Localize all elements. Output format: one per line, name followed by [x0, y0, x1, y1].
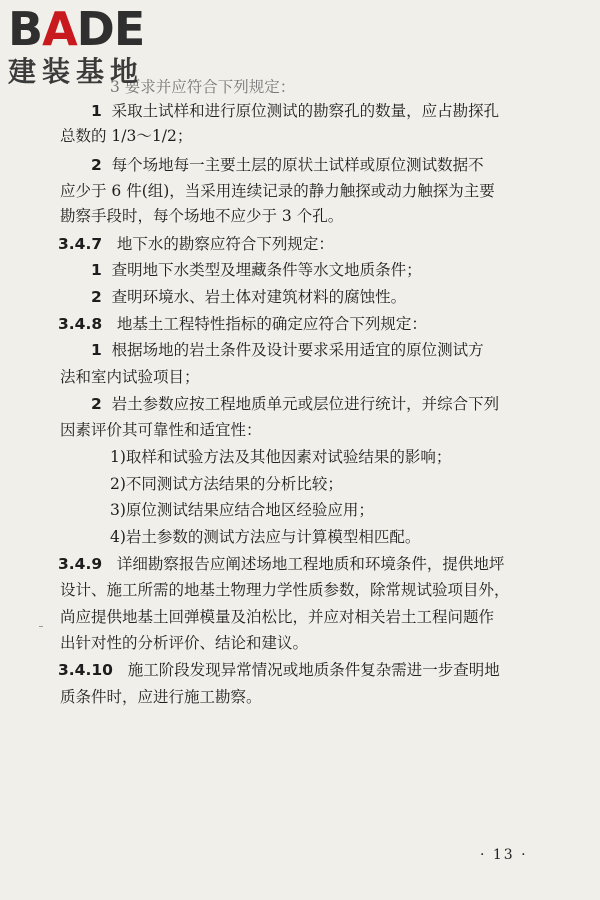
text-line: 法和室内试验项目；: [60, 368, 200, 386]
sub-list-item: 3)原位测试结果应结合地区经验应用；: [110, 501, 374, 519]
text-line: 出针对性的分析评价、结论和建议。: [60, 634, 309, 652]
text-line: 应少于 6 件(组)，当采用连续记录的静力触探或动力触探为主要: [60, 182, 495, 200]
sub-list-item: 1)取样和试验方法及其他因素对试验结果的影响；: [110, 448, 452, 466]
clause-text: 地基土工程特性指标的确定应符合下列规定：: [116, 315, 427, 333]
clause-number: 3.4.8: [58, 315, 103, 333]
item-number: 2: [91, 156, 102, 174]
page-number: · 13 ·: [480, 847, 528, 863]
item-text: 根据场地的岩土条件及设计要求采用适宜的原位测试方: [111, 341, 484, 359]
list-item: [0, 287, 600, 307]
text-line: 质条件时，应进行施工勘察。: [60, 688, 262, 706]
item-text: 采取土试样和进行原位测试的勘察孔的数量，应占勘探孔: [111, 102, 500, 120]
list-item: [0, 101, 600, 121]
clause-number: 3.4.7: [58, 235, 103, 253]
item-number: 1: [91, 261, 102, 279]
text-line: 总数的 1/3～1/2；: [60, 127, 193, 145]
clause-3-4-7: [0, 234, 600, 254]
clause-text: 施工阶段发现异常情况或地质条件复杂需进一步查明地: [127, 661, 500, 679]
item-text: 岩土参数应按工程地质单元或层位进行统计，并综合下列: [111, 395, 500, 413]
logo-letter-b: B: [8, 2, 43, 56]
item-number: 2: [91, 288, 102, 306]
item-number: 1: [91, 102, 102, 120]
text-line: 3 要求并应符合下列规定：: [110, 78, 296, 96]
clause-3-4-8: [0, 314, 600, 334]
sub-list-item: 2)不同测试方法结果的分析比较；: [110, 475, 343, 493]
list-item: [0, 155, 600, 175]
item-text: 查明环境水、岩土体对建筑材料的腐蚀性。: [111, 288, 407, 306]
item-text: 查明地下水类型及埋藏条件等水文地质条件；: [111, 261, 422, 279]
clause-3-4-9: [0, 554, 600, 574]
clause-text: 详细勘察报告应阐述场地工程地质和环境条件，提供地坪: [116, 555, 505, 573]
text-line: 因素评价其可靠性和适宜性：: [60, 421, 262, 439]
clause-number: 3.4.9: [58, 555, 103, 573]
list-item: [0, 394, 600, 414]
item-number: 1: [91, 341, 102, 359]
scan-mark: [39, 626, 43, 627]
text-line: 勘察手段时，每个场地不应少于 3 个孔。: [60, 207, 344, 225]
brand-logo: [8, 2, 145, 88]
list-item: [0, 260, 600, 280]
clause-3-4-10: [0, 660, 600, 680]
logo-letter-a: A: [42, 2, 77, 56]
item-number: 2: [91, 395, 102, 413]
clause-text: 地下水的勘察应符合下列规定：: [116, 235, 334, 253]
logo-letters-de: DE: [76, 2, 145, 56]
logo-wordmark: [8, 2, 145, 56]
clause-number: 3.4.10: [58, 661, 113, 679]
sub-list-item: 4)岩土参数的测试方法应与计算模型相匹配。: [110, 528, 421, 546]
text-line: 设计、施工所需的地基土物理力学性质参数，除常规试验项目外，: [60, 581, 510, 599]
text-line: 尚应提供地基土回弹模量及泊松比，并应对相关岩土工程问题作: [60, 608, 495, 626]
item-text: 每个场地每一主要土层的原状土试样或原位测试数据不: [111, 156, 484, 174]
logo-subtitle: 建装基地: [8, 55, 145, 88]
list-item: [0, 340, 600, 360]
